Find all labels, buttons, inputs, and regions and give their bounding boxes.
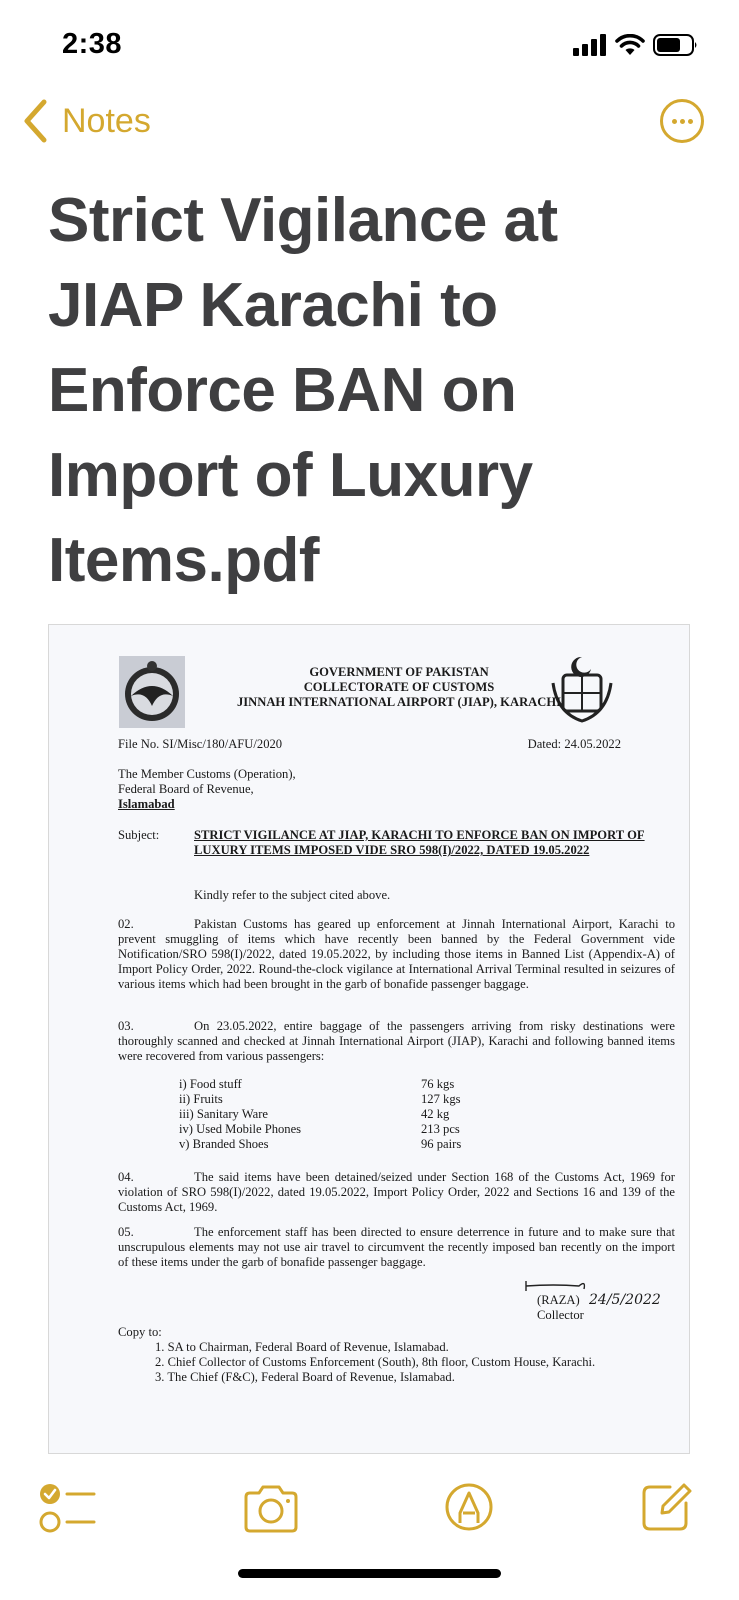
seized-item-label: ii) Fruits [179, 1092, 223, 1106]
copy-to-list [155, 1340, 595, 1385]
file-number: File No. SI/Misc/180/AFU/2020 [118, 737, 283, 751]
pdf-attachment-preview[interactable] [48, 624, 690, 1454]
signature-date: 24/5/2022 [589, 1292, 661, 1308]
bottom-toolbar [0, 1455, 739, 1600]
seized-item-qty: 76 kgs [421, 1077, 455, 1091]
para-05-number: 05. [118, 1225, 134, 1239]
more-options-button[interactable] [660, 99, 704, 143]
letterhead-line-3: JINNAH INTERNATIONAL AIRPORT (JIAP), KARACHI [236, 695, 562, 709]
addressee-line-1: The Member Customs (Operation), [118, 767, 296, 781]
signatory-name: (RAZA) [537, 1293, 580, 1307]
subject-text: STRICT VIGILANCE AT JIAP, KARACHI TO ENFORCE BAN ON IMPORT OF LUXURY ITEMS IMPOSED VIDE SRO 598(I)/2022, DATED 19.05.2022 [194, 828, 645, 857]
more-icon-dot [680, 119, 685, 124]
subject-label: Subject: [118, 828, 160, 842]
copy-to-item: 2. Chief Collector of Customs Enforcement (South), 8th floor, Custom House, Karachi. [155, 1355, 596, 1369]
checklist-icon[interactable] [38, 1482, 96, 1534]
seized-item-label: iii) Sanitary Ware [179, 1107, 268, 1121]
seized-item-qty: 213 pcs [421, 1122, 460, 1136]
letterhead-line-1: GOVERNMENT OF PAKISTAN [309, 665, 489, 679]
seized-item-qty: 42 kg [421, 1107, 450, 1121]
copy-to-item: 1. SA to Chairman, Federal Board of Revenue, Islamabad. [155, 1340, 449, 1354]
seized-item-label: iv) Used Mobile Phones [179, 1122, 302, 1136]
addressee [118, 767, 296, 812]
letter-date: Dated: 24.05.2022 [527, 737, 621, 751]
para-03-number: 03. [118, 1019, 134, 1033]
letterhead [199, 665, 599, 710]
customs-emblem-icon [119, 656, 185, 728]
seized-item-label: i) Food stuff [179, 1077, 242, 1091]
back-button[interactable] [22, 99, 151, 143]
note-title[interactable]: Strict Vigilance at JIAP Karachi to Enforce BAN on Import of Luxury Items.pdf [48, 186, 558, 595]
addressee-line-2: Federal Board of Revenue, [118, 782, 254, 796]
camera-icon[interactable] [242, 1485, 300, 1533]
para-05: The enforcement staff has been directed to ensure deterrence in future and to make sure that unscrupulous elements may not use air travel to circumvent the recently imposed ban recently on the import of these items under the garb of bonafide passenger baggage. [118, 1225, 675, 1269]
nav-bar [0, 95, 739, 155]
more-icon-dot [672, 119, 677, 124]
chevron-left-icon [22, 99, 48, 143]
battery-icon [653, 33, 699, 57]
cellular-signal-icon [573, 34, 607, 56]
signatory-title: Collector [537, 1308, 584, 1322]
seized-item-qty: 96 pairs [421, 1137, 462, 1151]
seized-item-qty: 127 kgs [421, 1092, 461, 1106]
letterhead-line-2: COLLECTORATE OF CUSTOMS [303, 680, 495, 694]
addressee-line-3: Islamabad [118, 797, 175, 811]
status-time: 2:38 [62, 28, 123, 60]
copy-to-item: 3. The Chief (F&C), Federal Board of Revenue, Islamabad. [155, 1370, 455, 1384]
status-bar [0, 0, 739, 90]
seized-item-label: v) Branded Shoes [179, 1137, 269, 1151]
more-icon-dot [688, 119, 693, 124]
markup-pen-icon[interactable] [443, 1481, 495, 1533]
para-02: Pakistan Customs has geared up enforcement at Jinnah International Airport, Karachi to prevent smuggling of items which have recently been banned by the Federal Government vide Notification/SRO 598(I)/2022, dated 19.05.2022, by including those items in Banned List (Appendix-A) of Import Policy Order, 2022. Round-the-clock vigilance at International Arrival Terminal resulted in seizures of various items which had been brought in the garb of bonafide passenger baggage. [118, 917, 675, 991]
para-02-number: 02. [118, 917, 134, 931]
copy-to-label: Copy to: [118, 1325, 162, 1339]
back-button-label: Notes [62, 101, 151, 140]
seized-quantities-list [421, 1077, 521, 1152]
para-04-number: 04. [118, 1170, 134, 1184]
para-04: The said items have been detained/seized under Section 168 of the Customs Act, 1969 for violation of SRO 598(I)/2022, dated 19.05.2022, Import Policy Order, 2022 and Sections 16 and 139 of the Customs Act, 1969. [118, 1170, 675, 1214]
para-03: On 23.05.2022, entire baggage of the passengers arriving from risky destinations were thoroughly scanned and checked at Jinnah International Airport (JIAP), Karachi and following banned items were recovered from various passengers: [118, 1019, 675, 1063]
compose-icon[interactable] [640, 1481, 692, 1533]
wifi-icon [615, 34, 645, 56]
intro-text: Kindly refer to the subject cited above. [194, 888, 391, 902]
home-indicator[interactable] [238, 1569, 501, 1578]
status-icons [573, 30, 699, 60]
